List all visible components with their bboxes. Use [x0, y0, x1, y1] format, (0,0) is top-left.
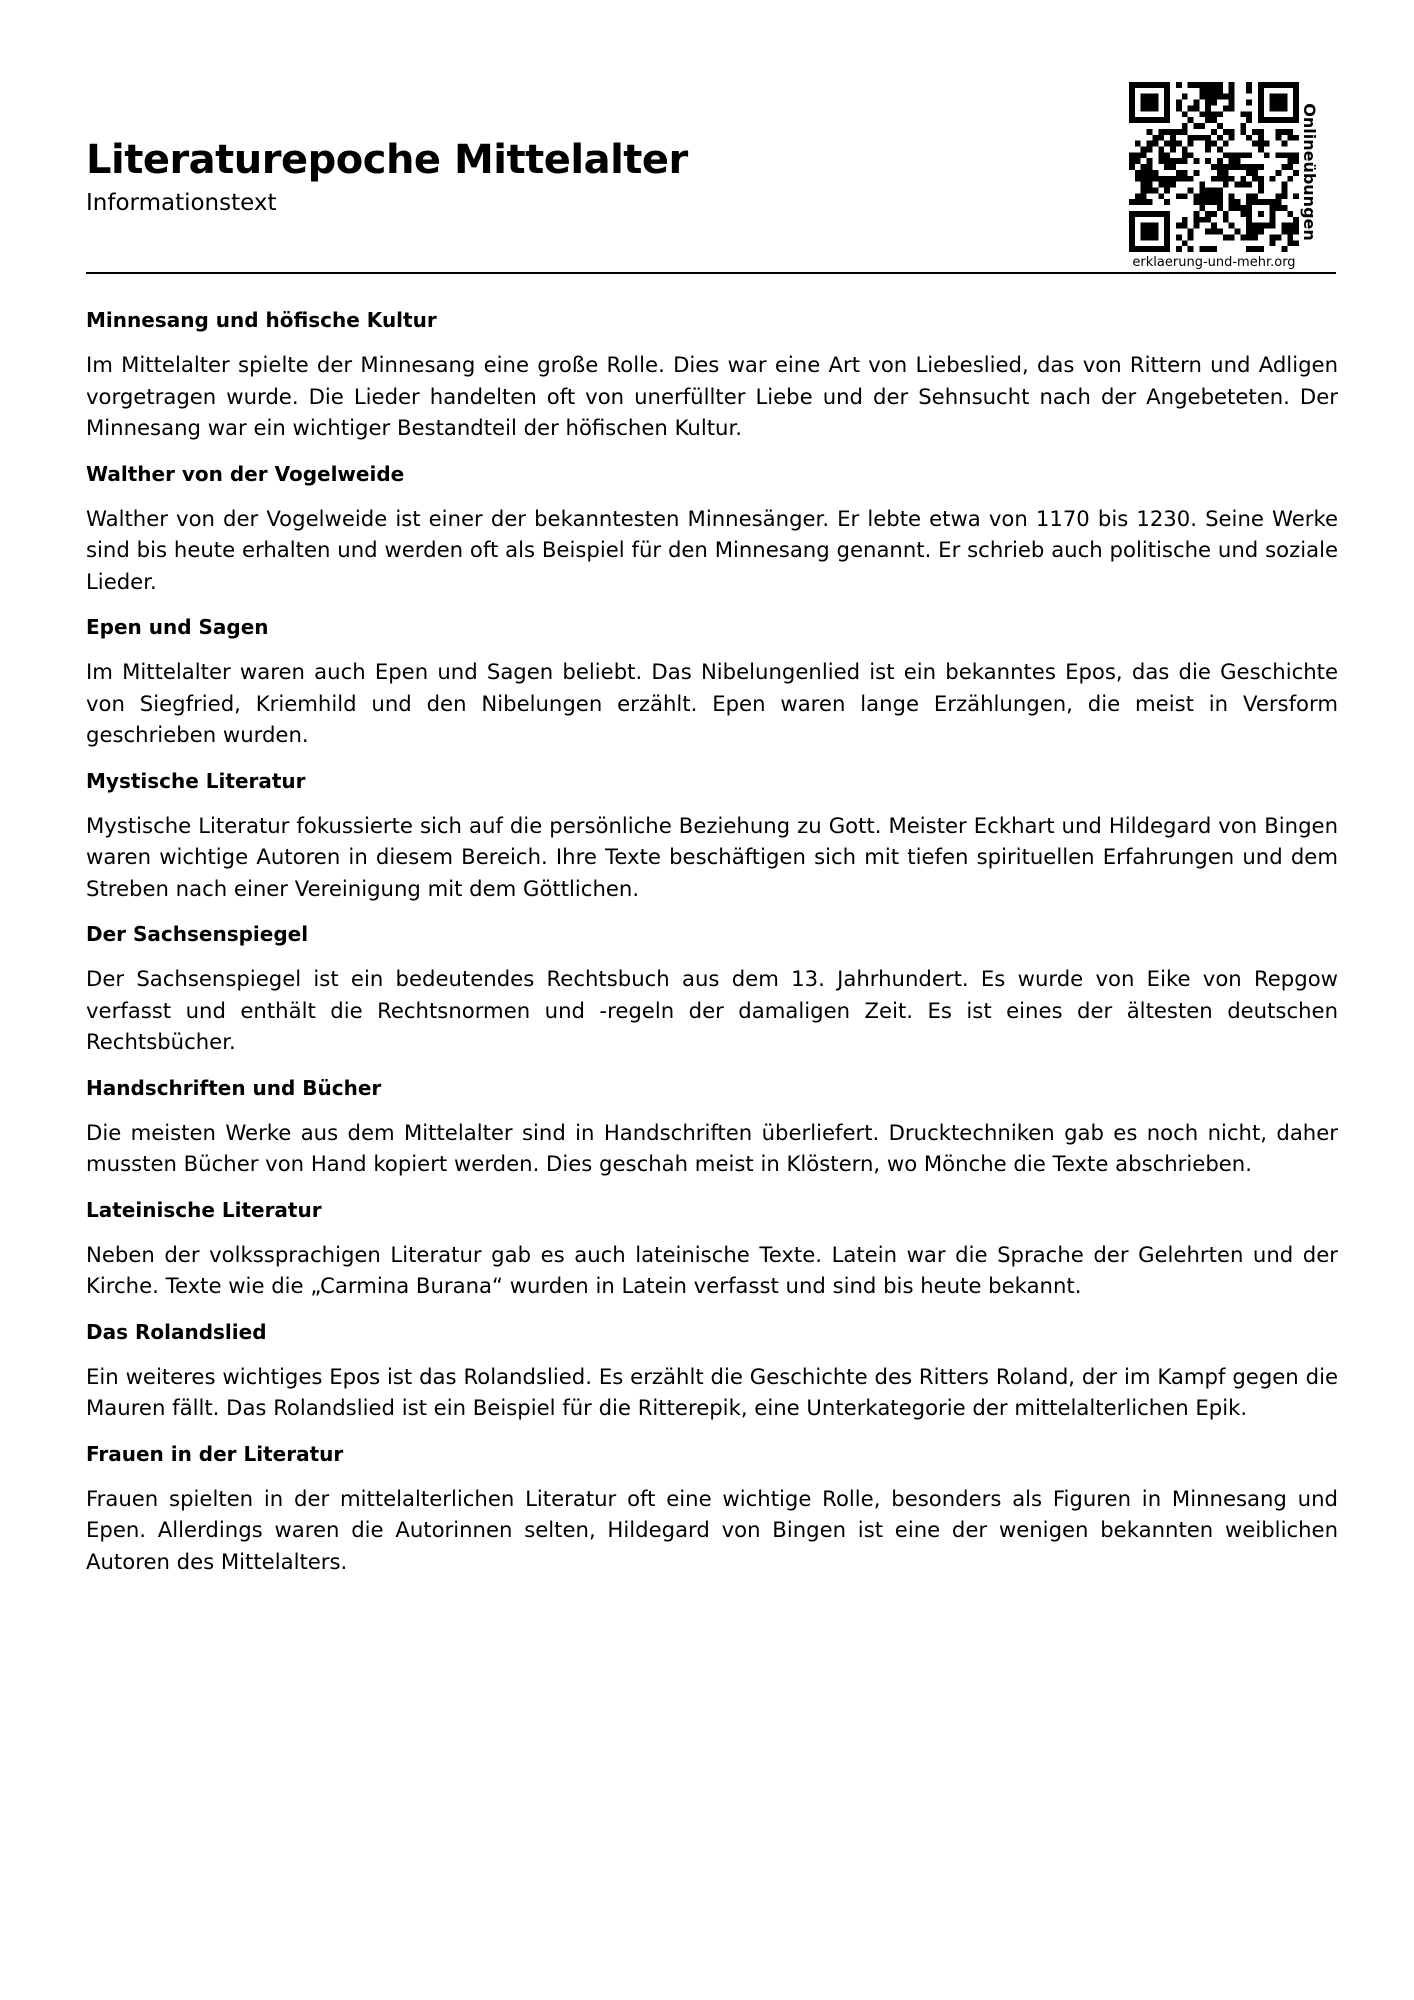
- section-paragraph: Im Mittelalter waren auch Epen und Sagen beliebt. Das Nibelungenlied ist ein bekanntes Epos, das die Geschichte von Siegfried, Kriemhild und den Nibelungen erzählt. Epen waren lange Erzählungen, die meist in Versform geschrieben wurden.: [86, 659, 1338, 747]
- section-paragraph: Frauen spielten in der mittelalterlichen Literatur oft eine wichtige Rolle, besonders als Figuren in Minnesang und Epen. Allerdings waren die Autorinnen selten, Hildegard von Bingen ist eine der wenigen bekannten weiblichen Autoren des Mittelalters.: [86, 1485, 1338, 1574]
- text-section: [86, 769, 1338, 905]
- section-heading: Mystische Literatur: [86, 768, 306, 793]
- text-section: [86, 922, 1338, 1058]
- section-heading: Handschriften und Bücher: [86, 1075, 382, 1100]
- text-section: [86, 1442, 1338, 1578]
- section-heading: Minnesang und höfische Kultur: [86, 308, 437, 332]
- section-paragraph: Ein weiteres wichtiges Epos ist das Rolandslied. Es erzählt die Geschichte des Ritters Roland, der im Kampf gegen die Mauren fällt. Das Rolandslied ist ein Beispiel für die Ritterepik, eine Unterkategorie der mittelalterlichen Epik.: [86, 1363, 1338, 1420]
- page-title: Literaturepoche Mittelalter: [86, 137, 688, 183]
- section-heading: Lateinische Literatur: [86, 1197, 322, 1222]
- page-subtitle: Informationstext: [86, 190, 277, 216]
- section-paragraph: Mystische Literatur fokussierte sich auf die persönliche Beziehung zu Gott. Meister Eckhart und Hildegard von Bingen waren wichtige Autoren in diesem Bereich. Ihre Texte beschäftigen sich mit tiefen spirituellen Erfahrungen und dem Streben nach einer Vereinigung mit dem Göttlichen.: [86, 812, 1338, 901]
- section-heading: Epen und Sagen: [86, 615, 269, 639]
- text-section: [86, 615, 1338, 751]
- section-paragraph: Der Sachsenspiegel ist ein bedeutendes Rechtsbuch aus dem 13. Jahrhundert. Es wurde von Eike von Repgow verfasst und enthält die Rechtsnormen und -regeln der damaligen Zeit. Es ist eines der ältesten deutschen Rechtsbücher.: [86, 966, 1338, 1054]
- section-heading: Walther von der Vogelweide: [86, 461, 405, 486]
- qr-block[interactable]: [1129, 82, 1339, 272]
- text-section: [86, 1076, 1338, 1180]
- section-heading: Das Rolandslied: [86, 1319, 267, 1344]
- section-paragraph: Im Mittelalter spielte der Minnesang eine große Rolle. Dies war eine Art von Liebeslied, das von Rittern und Adligen vorgetragen wurde. Die Lieder handelten oft von unerfüllter Liebe und der Sehnsucht nach der Angebeteten. Der Minnesang war ein wichtiger Bestandteil der höfischen Kultur.: [86, 352, 1338, 440]
- main-content: [86, 308, 1338, 1595]
- text-section: [86, 1320, 1338, 1424]
- qr-code-icon[interactable]: [1129, 82, 1299, 252]
- section-paragraph: Walther von der Vogelweide ist einer der bekanntesten Minnesänger. Er lebte etwa von 1170 bis 1230. Seine Werke sind bis heute erhalten und werden oft als Beispiel für den Minnesang genannt. Er schrieb auch politische und soziale Lieder.: [86, 505, 1338, 594]
- section-paragraph: Neben der volkssprachigen Literatur gab es auch lateinische Texte. Latein war die Sprache der Gelehrten und der Kirche. Texte wie die „Carmina Burana“ wurden in Latein verfasst und sind bis heute bekannt.: [86, 1241, 1338, 1298]
- qr-side-label: Onlineübungen: [1300, 103, 1319, 241]
- text-section: [86, 1198, 1338, 1302]
- section-paragraph: Die meisten Werke aus dem Mittelalter sind in Handschriften überliefert. Drucktechniken gab es noch nicht, daher mussten Bücher von Hand kopiert werden. Dies geschah meist in Klöstern, wo Mönche die Texte abschrieben.: [86, 1119, 1338, 1176]
- text-section: [86, 308, 1338, 444]
- section-heading: Frauen in der Literatur: [86, 1441, 344, 1466]
- page-header: [86, 0, 1336, 275]
- section-heading: Der Sachsenspiegel: [86, 922, 309, 946]
- text-section: [86, 462, 1338, 598]
- qr-url-label[interactable]: erklaerung-und-mehr.org: [1132, 255, 1296, 270]
- header-divider: [86, 272, 1336, 274]
